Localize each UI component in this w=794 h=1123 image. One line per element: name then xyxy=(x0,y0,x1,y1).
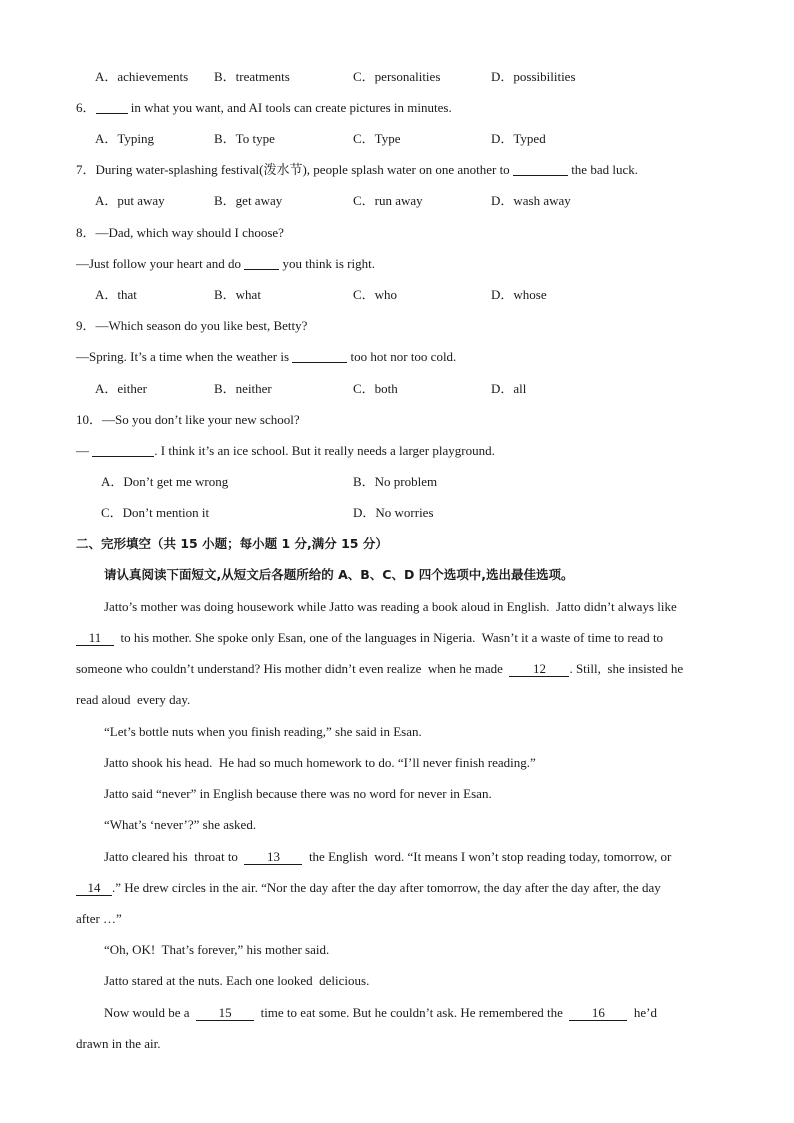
q10-text-after: . I think it’s an ice school. But it really needs a larger playground. xyxy=(154,443,495,458)
q8-option-a: A．that xyxy=(95,287,137,302)
q6-text: in what you want, and AI tools can create pictures in minutes. xyxy=(127,100,452,115)
q9-option-d: D．all xyxy=(491,381,527,396)
passage-text: the English word. “It means I won’t stop reading today, tomorrow, or xyxy=(302,849,672,864)
q9-option-c: C．both xyxy=(353,381,398,396)
q8-option-b: B．what xyxy=(214,287,261,302)
q7-text-after: the bad luck. xyxy=(567,162,638,177)
q9-line2 xyxy=(76,349,456,365)
q10-line1: 10．—So you don’t like your new school? xyxy=(76,412,300,427)
section-heading: 二、完形填空（共 15 小题；每小题 1 分,满分 15 分） xyxy=(76,536,388,551)
q9-line1: 9．—Which season do you like best, Betty? xyxy=(76,318,308,333)
passage-line xyxy=(104,1005,657,1021)
passage-text: time to eat some. But he couldn’t ask. He remembered the xyxy=(254,1005,570,1020)
passage-text: he’d xyxy=(627,1005,657,1020)
passage-text: to his mother. She spoke only Esan, one of the languages in Nigeria. Wasn’t it a waste of time to read to xyxy=(114,630,664,645)
cloze-blank-14: 14 xyxy=(76,881,112,896)
q10-text-before: — xyxy=(76,443,93,458)
passage-line: “Let’s bottle nuts when you finish reading,” she said in Esan. xyxy=(104,724,422,739)
q8-option-d: D．whose xyxy=(491,287,547,302)
q10-option-d: D．No worries xyxy=(353,505,434,520)
passage-text: Jatto cleared his throat to xyxy=(104,849,245,864)
passage-line: read aloud every day. xyxy=(76,692,191,707)
q10-line2 xyxy=(76,443,495,459)
q10-option-b: B．No problem xyxy=(353,474,438,489)
cloze-blank-11: 11 xyxy=(76,631,114,646)
q8-option-c: C．who xyxy=(353,287,398,302)
q9-option-b: B．neither xyxy=(214,381,272,396)
passage-line: drawn in the air. xyxy=(76,1036,161,1051)
passage-line: Jatto said “never” in English because there was no word for never in Esan. xyxy=(104,786,492,801)
section-instruction: 请认真阅读下面短文,从短文后各题所给的 A、B、C、D 四个选项中,选出最佳选项。 xyxy=(104,567,574,582)
q6-blank xyxy=(96,101,128,114)
q7-option-c: C．run away xyxy=(353,193,423,208)
q10-blank xyxy=(92,444,154,457)
q7-blank xyxy=(513,163,568,176)
q9-text-after: too hot nor too cold. xyxy=(347,349,457,364)
q7-stem xyxy=(76,162,638,178)
passage-line: Jatto’s mother was doing housework while Jatto was reading a book aloud in English. Jatto didn’t always like xyxy=(104,599,677,614)
passage-line xyxy=(76,661,683,677)
cloze-blank-16: 16 xyxy=(569,1006,627,1021)
q5-option-a: A．achievements xyxy=(95,69,189,84)
q5-option-b: B．treatments xyxy=(214,69,290,84)
q6-option-a: A．Typing xyxy=(95,131,155,146)
q5-option-d: D．possibilities xyxy=(491,69,576,84)
passage-text: someone who couldn’t understand? His mother didn’t even realize when he made xyxy=(76,661,510,676)
passage-line xyxy=(104,849,671,865)
passage-text: Now would be a xyxy=(104,1005,197,1020)
passage-line: after …” xyxy=(76,911,122,926)
q7-option-d: D．wash away xyxy=(491,193,571,208)
q8-line1: 8．—Dad, which way should I choose? xyxy=(76,225,284,240)
q7-option-b: B．get away xyxy=(214,193,283,208)
passage-line: “What’s ‘never’?” she asked. xyxy=(104,817,257,832)
q10-option-c: C．Don’t mention it xyxy=(101,505,210,520)
cloze-blank-13: 13 xyxy=(244,850,302,865)
q8-blank xyxy=(244,257,279,270)
q6-stem xyxy=(76,100,452,116)
cloze-blank-15: 15 xyxy=(196,1006,254,1021)
q9-blank xyxy=(292,350,347,363)
q9-option-a: A．either xyxy=(95,381,147,396)
q6-option-b: B．To type xyxy=(214,131,275,146)
cloze-blank-12: 12 xyxy=(509,662,569,677)
passage-line: “Oh, OK! That’s forever,” his mother said. xyxy=(104,942,330,957)
passage-text: .” He drew circles in the air. “Nor the day after the day after tomorrow, the day after the day after, the day xyxy=(112,880,661,895)
passage-line xyxy=(76,880,661,896)
q10-option-a: A．Don’t get me wrong xyxy=(101,474,229,489)
q7-option-a: A．put away xyxy=(95,193,165,208)
q5-option-c: C．personalities xyxy=(353,69,441,84)
q8-line2 xyxy=(76,256,375,272)
passage-line: Jatto stared at the nuts. Each one looked delicious. xyxy=(104,973,370,988)
passage-line xyxy=(76,630,663,646)
q7-text-before: 7．During water-splashing festival(泼水节), people splash water on one another to xyxy=(76,162,513,177)
q6-option-c: C．Type xyxy=(353,131,401,146)
q8-text-after: you think is right. xyxy=(279,256,375,271)
q9-text-before: —Spring. It’s a time when the weather is xyxy=(76,349,293,364)
q8-text-before: —Just follow your heart and do xyxy=(76,256,245,271)
passage-text: . Still, she insisted he xyxy=(569,661,684,676)
q6-number: 6． xyxy=(76,100,96,115)
q6-option-d: D．Typed xyxy=(491,131,546,146)
passage-line: Jatto shook his head. He had so much homework to do. “I’ll never finish reading.” xyxy=(104,755,536,770)
